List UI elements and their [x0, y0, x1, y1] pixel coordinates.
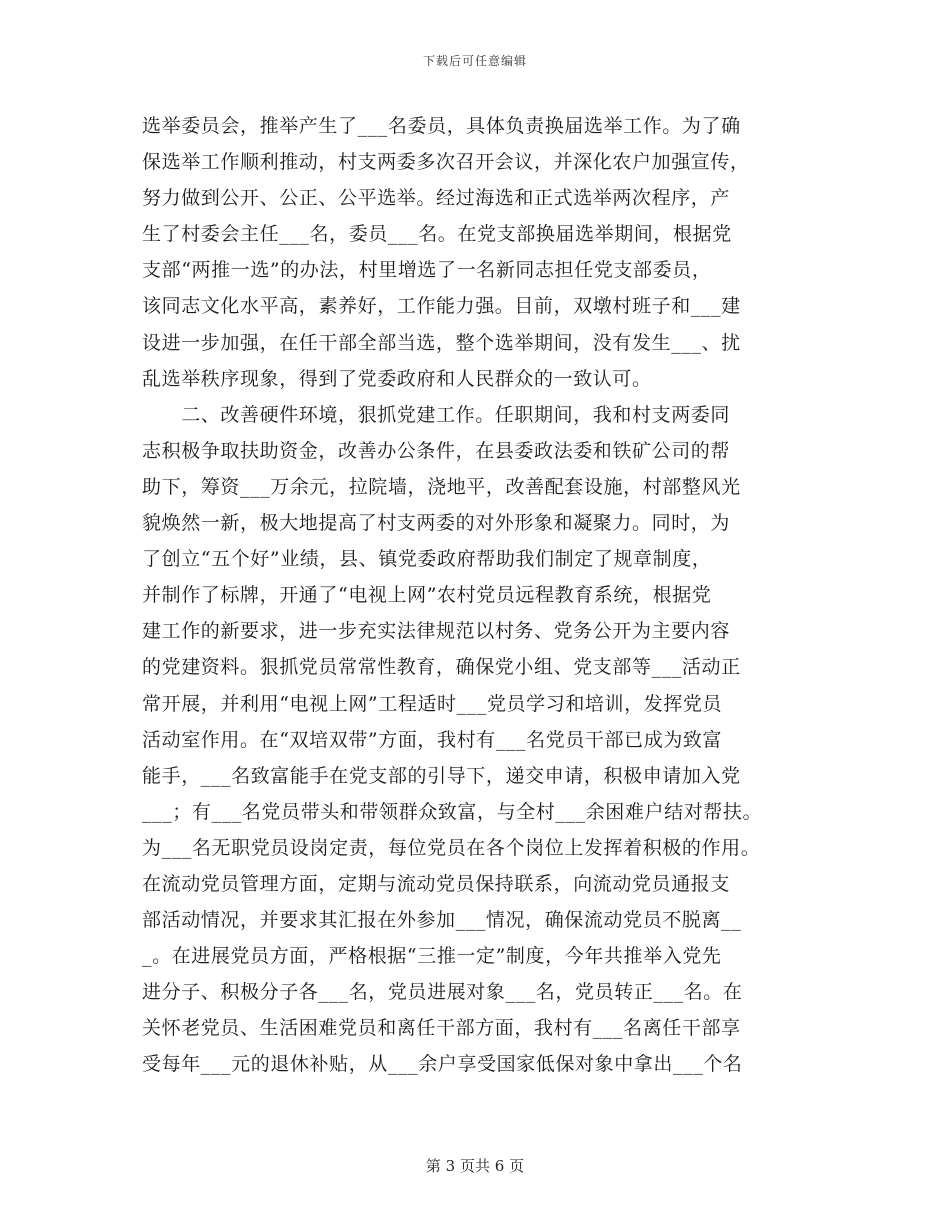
text-line: 的党建资料。狠抓党员常常性教育，确保党小组、党支部等___活动正 [142, 656, 741, 679]
section-heading-line: 二、改善硬件环境，狠抓党建工作。任职期间，我和村支两委同 [142, 403, 731, 426]
text-line: 生了村委会主任___名，委员___名。在党支部换届选举期间，根据党 [142, 223, 732, 246]
document-body [142, 108, 822, 1083]
text-line: 为___名无职党员设岗定责，每位党员在各个岗位上发挥着积极的作用。 [142, 836, 761, 859]
text-line: 进分子、积极分子各___名，党员进展对象___名，党员转正___名。在 [142, 981, 743, 1004]
text-line: 活动室作用。在“双培双带”方面，我村有___名党员干部已成为致富 [142, 728, 723, 751]
text-line: 设进一步加强，在任干部全部当选，整个选举期间，没有发生___、扰 [142, 331, 741, 354]
text-line: 志积极争取扶助资金，改善办公条件，在县委政法委和铁矿公司的帮 [142, 439, 731, 462]
text-line: 常开展，并利用“电视上网”工程适时___党员学习和培训，发挥党员 [142, 692, 723, 715]
text-line: _。在进展党员方面，严格根据“三推一定”制度，今年共推举入党先 [142, 945, 722, 968]
text-line: 支部“两推一选”的办法，村里增选了一名新同志担任党支部委员， [142, 259, 712, 282]
text-line: 助下，筹资___万余元，拉院墙，浇地平，改善配套设施，村部整风光 [142, 475, 741, 498]
text-line: ___；有___名党员带头和带领群众致富，与全村___余困难户结对帮扶。 [142, 800, 763, 823]
text-line: 关怀老党员、生活困难党员和离任干部方面，我村有___名离任干部享 [142, 1017, 741, 1040]
text-line: 并制作了标牌，开通了“电视上网”农村党员远程教育系统，根据党 [142, 584, 712, 607]
text-line: 保选举工作顺利推动，村支两委多次召开会议，并深化农户加强宣传， [142, 151, 750, 174]
text-line: 部活动情况，并要求其汇报在外参加___情况，确保流动党员不脱离__ [142, 909, 742, 932]
text-line: 貌焕然一新，极大地提高了村支两委的对外形象和凝聚力。同时，为 [142, 512, 731, 535]
text-line: 受每年___元的退休补贴，从___余户享受国家低保对象中拿出___个名 [142, 1053, 743, 1076]
text-line: 了创立“五个好”业绩，县、镇党委政府帮助我们制定了规章制度， [142, 548, 712, 571]
page-header: 下载后可任意编辑 [422, 54, 527, 68]
page-number: 第 3 页共 6 页 [425, 1157, 525, 1175]
text-line: 乱选举秩序现象，得到了党委政府和人民群众的一致认可。 [142, 367, 652, 390]
text-line: 在流动党员管理方面，定期与流动党员保持联系，向流动党员通报支 [142, 872, 731, 895]
text-line: 努力做到公开、公正、公平选举。经过海选和正式选举两次程序，产 [142, 187, 731, 210]
text-line: 建工作的新要求，进一步充实法律规范以村务、党务公开为主要内容 [142, 620, 731, 643]
text-line: 该同志文化水平高，素养好，工作能力强。目前，双墩村班子和___建 [142, 295, 741, 318]
text-line: 能手，___名致富能手在党支部的引导下，递交申请，积极申请加入党 [142, 764, 741, 787]
text-line: 选举委员会，推举产生了___名委员，具体负责换届选举工作。为了确 [142, 115, 741, 137]
